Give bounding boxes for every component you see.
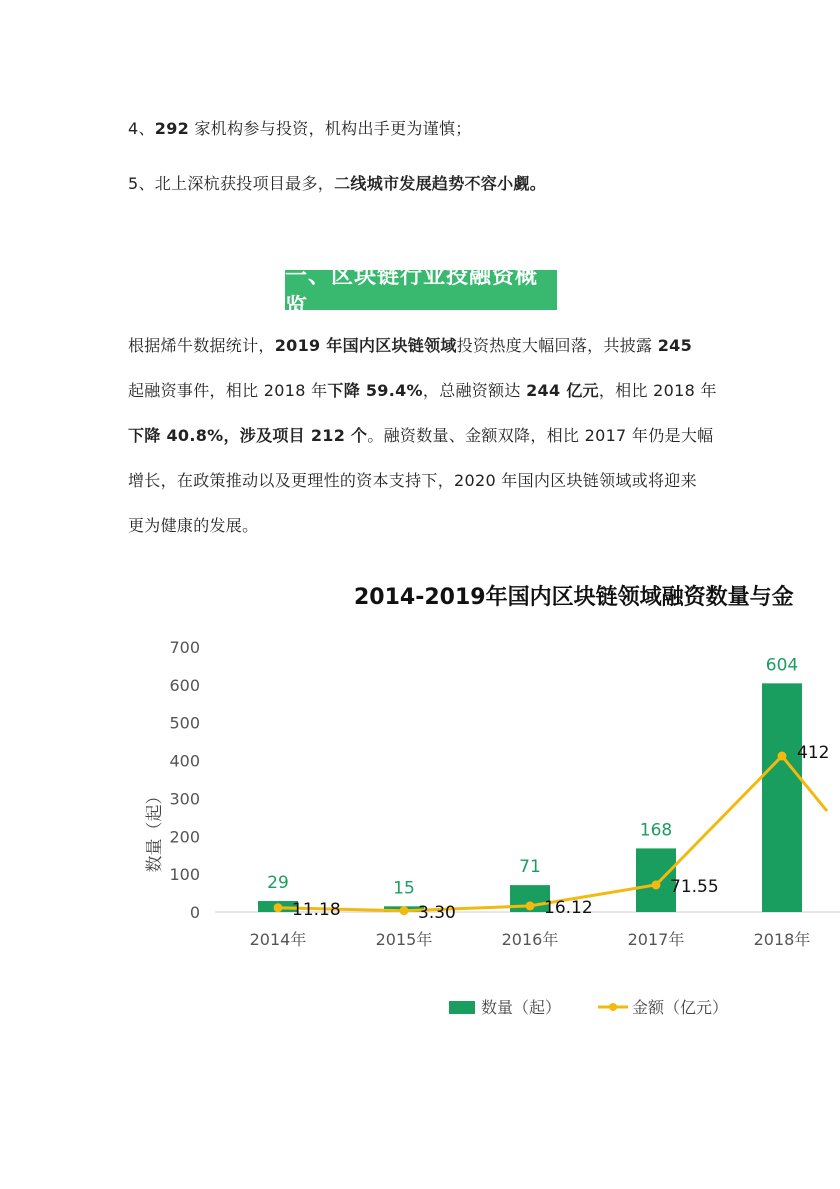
paragraph-line-1	[128, 332, 728, 377]
y-tick-label: 400	[169, 751, 200, 771]
paragraph-line-5: 更为健康的发展。	[128, 516, 259, 535]
p1-a: 根据烯牛数据统计，	[128, 336, 275, 355]
item4-bold: 292	[154, 119, 190, 138]
list-item-4	[128, 116, 472, 139]
line-point	[778, 752, 787, 761]
legend-bar-label: 数量（起）	[481, 998, 562, 1017]
x-tick-label: 2017年	[627, 930, 685, 949]
amount-line	[278, 756, 827, 911]
y-tick-label: 500	[169, 713, 200, 733]
paragraph-line-4: 增长，在政策推动以及更理性的资本支持下，2020 年国内区块链领域或将迎来	[128, 471, 697, 490]
p1-d: 245	[657, 336, 693, 355]
y-tick-label: 0	[189, 903, 200, 922]
p1-b: 2019 年国内区块链领域	[274, 336, 457, 355]
y-tick-label: 300	[169, 789, 200, 809]
legend-line-marker	[609, 1003, 617, 1011]
item4-rest: 家机构参与投资，机构出手更为谨慎；	[189, 119, 472, 138]
x-tick-label: 2018年	[753, 930, 811, 949]
y-tick-label: 200	[169, 827, 200, 847]
bar-data-label: 15	[393, 878, 415, 899]
item4-prefix: 4、	[128, 119, 155, 138]
p2-a: 起融资事件，相比 2018 年	[128, 381, 328, 400]
y-axis-ticks	[169, 638, 200, 922]
p2-c: ，总融资额达	[422, 381, 527, 400]
x-tick-label: 2016年	[501, 930, 559, 949]
line-series	[274, 743, 830, 923]
y-axis-label: 数量（起）	[145, 787, 165, 873]
financing-chart	[0, 560, 840, 1040]
p2-d: 244 亿元	[526, 381, 599, 400]
item5-prefix: 5、北上深杭获投项目最多，	[128, 174, 335, 193]
paragraph-line-3	[128, 422, 728, 467]
y-tick-label: 100	[169, 865, 200, 885]
item5-bold: 二线城市发展趋势不容小觑。	[334, 174, 546, 193]
p3-a: 下降 40.8%，涉及项目 212 个	[128, 426, 368, 445]
y-tick-label: 700	[169, 638, 200, 657]
line-data-label: 11.18	[292, 899, 341, 920]
x-tick-label: 2014年	[249, 930, 307, 949]
x-axis-ticks	[250, 930, 811, 949]
overview-paragraph	[128, 332, 728, 557]
p2-b: 下降 59.4%	[327, 381, 423, 400]
chart-legend	[449, 998, 728, 1017]
bar-data-label: 71	[519, 857, 541, 878]
bar	[762, 683, 802, 912]
bar-data-label: 29	[267, 873, 289, 894]
chart-title: 2014-2019年国内区块链领域融资数量与金	[354, 585, 794, 610]
p2-e: ，相比 2018 年	[598, 381, 717, 400]
line-data-label: 16.12	[544, 897, 593, 918]
y-tick-label: 600	[169, 675, 200, 695]
bar-data-label: 168	[639, 820, 673, 841]
p1-c: 投资热度大幅回落，共披露	[456, 336, 658, 355]
line-point	[400, 906, 409, 915]
section-title: 一、区块链行业投融资概览	[285, 270, 557, 310]
line-point	[652, 880, 661, 889]
legend-line-label: 金额（亿元）	[632, 998, 729, 1017]
line-data-label: 3.30	[418, 902, 456, 923]
bar-series	[258, 655, 802, 912]
paragraph-line-2	[128, 377, 728, 422]
bar-data-label: 604	[765, 655, 799, 676]
line-data-label: 71.55	[670, 876, 719, 897]
list-item-5	[128, 171, 546, 194]
p3-b: 。融资数量、金额双降，相比 2017 年仍是大幅	[367, 426, 714, 445]
x-tick-label: 2015年	[375, 930, 433, 949]
legend-bar-swatch	[449, 1001, 475, 1014]
line-point	[274, 903, 283, 912]
line-point	[526, 901, 535, 910]
line-data-label: 412	[797, 743, 830, 764]
